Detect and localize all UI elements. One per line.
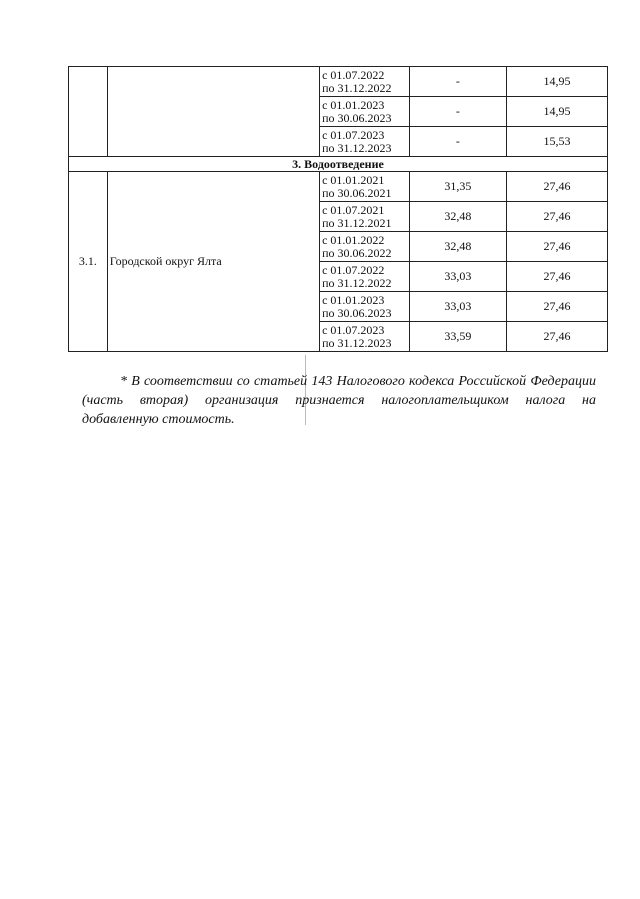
period-to: по 31.12.2022 (322, 275, 392, 290)
tariff-value-1: 33,59 (409, 322, 506, 352)
period-from: с 01.07.2022 (322, 262, 385, 277)
period-cell (320, 127, 410, 157)
tariff-value-2: 27,46 (506, 172, 607, 202)
period-from: с 01.07.2021 (322, 202, 385, 217)
tariff-value-2: 27,46 (506, 262, 607, 292)
table-row (69, 172, 608, 202)
period-cell (320, 202, 410, 232)
footnote (82, 372, 596, 429)
tariff-value-1: - (409, 97, 506, 127)
tariff-value-1: 33,03 (409, 262, 506, 292)
tariff-value-2: 27,46 (506, 232, 607, 262)
period-cell (320, 232, 410, 262)
section-heading: 3. Водоотведение (69, 157, 608, 172)
tariff-value-2: 15,53 (506, 127, 607, 157)
period-from: с 01.07.2023 (322, 322, 385, 337)
period-cell (320, 292, 410, 322)
period-from: с 01.01.2023 (322, 292, 385, 307)
tariff-value-2: 27,46 (506, 322, 607, 352)
period-to: по 30.06.2023 (322, 305, 392, 320)
period-cell (320, 172, 410, 202)
period-to: по 31.12.2021 (322, 215, 392, 230)
tariff-table (68, 66, 608, 352)
tariff-value-2: 14,95 (506, 67, 607, 97)
period-to: по 30.06.2023 (322, 110, 392, 125)
period-to: по 30.06.2022 (322, 245, 392, 260)
period-to: по 31.12.2023 (322, 335, 392, 350)
territory-cell: Городской округ Ялта (107, 172, 319, 352)
tariff-value-2: 27,46 (506, 292, 607, 322)
period-to: по 31.12.2023 (322, 140, 392, 155)
period-cell (320, 67, 410, 97)
period-from: с 01.01.2023 (322, 97, 385, 112)
tariff-value-1: 33,03 (409, 292, 506, 322)
tariff-value-1: 31,35 (409, 172, 506, 202)
tariff-value-2: 14,95 (506, 97, 607, 127)
period-cell (320, 97, 410, 127)
period-cell (320, 262, 410, 292)
tariff-value-1: - (409, 67, 506, 97)
period-to: по 30.06.2021 (322, 185, 392, 200)
period-from: с 01.01.2022 (322, 232, 385, 247)
row-number-cell: 3.1. (69, 172, 108, 352)
period-cell (320, 322, 410, 352)
tariff-value-1: 32,48 (409, 202, 506, 232)
tariff-value-2: 27,46 (506, 202, 607, 232)
period-to: по 31.12.2022 (322, 80, 392, 95)
period-from: с 01.07.2023 (322, 127, 385, 142)
section-row (69, 157, 608, 172)
period-from: с 01.07.2022 (322, 67, 385, 82)
row-number-cell (69, 67, 108, 157)
footnote-text: * В соответствии со статьей 143 Налогового кодекса Российской Федерации (часть вторая) организация признается налогоплательщиком налога на добавленную стоимость. (82, 374, 596, 427)
tariff-value-1: - (409, 127, 506, 157)
period-from: с 01.01.2021 (322, 172, 385, 187)
territory-cell (107, 67, 319, 157)
tariff-value-1: 32,48 (409, 232, 506, 262)
table-row (69, 67, 608, 97)
